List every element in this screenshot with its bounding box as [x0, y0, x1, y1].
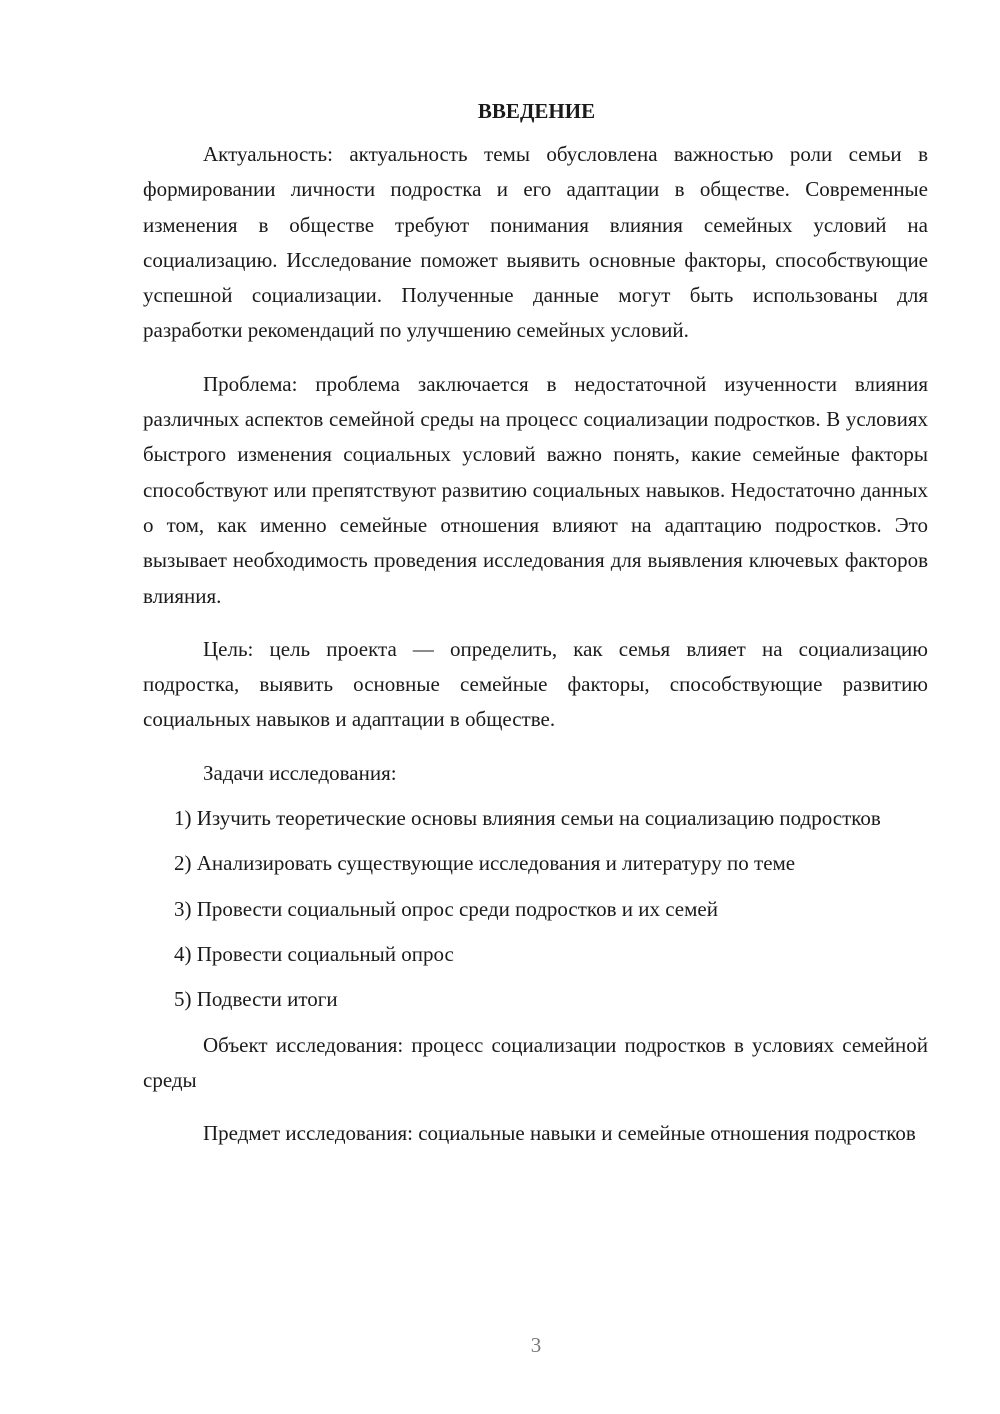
task-item: 5) Подвести итоги: [174, 987, 338, 1012]
section-heading: ВВЕДЕНИЕ: [477, 99, 596, 123]
problem-paragraph: Проблема: проблема заключается в недостаточной изученности влияния различных аспектов семейной среды на процесс социализации подростков. В условиях быстрого изменения социальных условий важно понять, какие семейные факторы способствуют или препятствуют развитию социальных навыков. Недостаточно данных о том, как именно семейные отношения влияют на адаптацию подростков. Это вызывает необходимость проведения исследования для выявления ключевых факторов влияния.: [143, 371, 928, 608]
tasks-list: [143, 801, 928, 1017]
goal-paragraph: Цель: цель проекта — определить, как семья влияет на социализацию подростка, выявить основные семейные факторы, способствующие развитию социальных навыков и адаптации в обществе.: [143, 636, 928, 732]
subject-paragraph: Предмет исследования: социальные навыки и семейные отношения подростков: [203, 1121, 916, 1146]
page-number: 3: [530, 1333, 542, 1357]
task-item: 3) Провести социальный опрос среди подростков и их семей: [174, 896, 718, 921]
relevance-paragraph: Актуальность: актуальность темы обусловлена важностью роли семьи в формировании личности подростка и его адаптации в обществе. Современные изменения в обществе требуют понимания влияния семейных условий на социализацию. Исследование поможет выявить основные факторы, способствующие успешной социализации. Полученные данные могут быть использованы для разработки рекомендаций по улучшению семейных условий.: [143, 142, 928, 343]
object-paragraph: Объект исследования: процесс социализации подростков в условиях семейной среды: [143, 1032, 928, 1092]
page-content: [143, 94, 928, 1169]
tasks-title: Задачи исследования:: [203, 760, 397, 785]
task-item: 1) Изучить теоретические основы влияния семьи на социализацию подростков: [174, 806, 881, 831]
task-item: 4) Провести социальный опрос: [174, 941, 454, 966]
task-item: 2) Анализировать существующие исследования и литературу по теме: [174, 851, 796, 876]
